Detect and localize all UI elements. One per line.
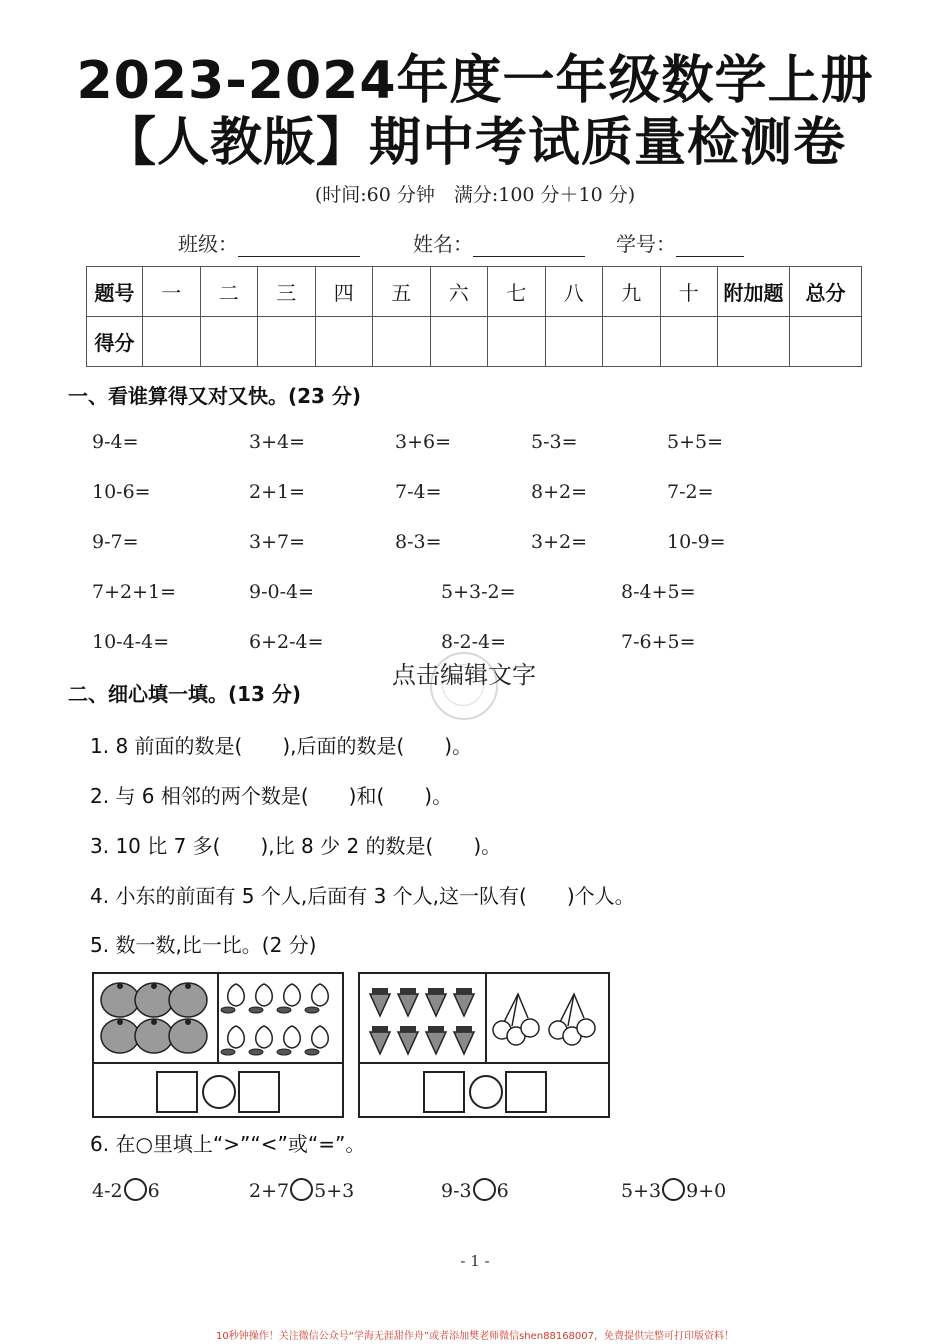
score-header-cell: 八 [545, 267, 603, 317]
compare-circle[interactable] [469, 1075, 503, 1109]
score-cell[interactable] [315, 317, 373, 367]
compare-left: 9-3 [441, 1180, 472, 1202]
answer-square-right[interactable] [238, 1071, 280, 1113]
strawberry-icon [454, 1032, 474, 1054]
peach-icon [284, 1026, 301, 1048]
compare-circle-blank[interactable] [473, 1178, 496, 1201]
cherries-picture [488, 976, 606, 1062]
arith-problem: 6+2-4= [249, 631, 324, 653]
arith-problem: 10-6= [92, 481, 151, 503]
compare-right: 9+0 [686, 1180, 727, 1202]
arith-problem: 10-4-4= [92, 631, 170, 653]
score-header-cell: 六 [430, 267, 488, 317]
peaches-picture [220, 976, 340, 1062]
strawberry-icon [370, 1032, 390, 1054]
compare-left: 5+3 [621, 1180, 662, 1202]
strawberry-icon [370, 994, 390, 1016]
compare-expression [621, 1178, 726, 1202]
score-table-header-row [87, 267, 862, 317]
score-header-cell: 二 [200, 267, 258, 317]
arith-problem: 8-3= [395, 531, 442, 553]
arith-problem: 9-0-4= [249, 581, 315, 603]
score-header-cell: 四 [315, 267, 373, 317]
id-label: 学号： [616, 232, 676, 256]
strawberry-icon [398, 994, 418, 1016]
compare-right: 6 [147, 1180, 160, 1202]
footer-promo-text: 10秒钟操作！关注微信公众号“学海无涯甜作舟”或者添加樊老师微信shen88168007，免费提供完整可打印版资料！ [215, 1331, 735, 1342]
id-field [616, 228, 744, 257]
compare-circle-blank[interactable] [124, 1178, 147, 1201]
name-field [413, 228, 585, 257]
score-cell[interactable] [258, 317, 316, 367]
peach-icon [256, 1026, 273, 1048]
name-label: 姓名： [413, 232, 473, 256]
question-3: 3. 10 比 7 多( ),比 8 少 2 的数是( )。 [90, 834, 502, 858]
score-cell[interactable] [545, 317, 603, 367]
score-header-cell: 七 [488, 267, 546, 317]
exam-time-info: (时间:60 分钟 满分:100 分＋10 分) [314, 184, 636, 206]
arith-problem: 7-2= [667, 481, 714, 503]
arith-problem: 7-4= [395, 481, 442, 503]
arith-problem: 5+3-2= [441, 581, 516, 603]
compare-right: 6 [496, 1180, 509, 1202]
strawberry-icon [398, 1032, 418, 1054]
arith-problem: 10-9= [667, 531, 726, 553]
score-cell[interactable] [373, 317, 431, 367]
compare-left: 4-2 [92, 1180, 123, 1202]
arith-problem: 7+2+1= [92, 581, 177, 603]
compare-right: 5+3 [314, 1180, 355, 1202]
strawberries-picture [362, 976, 484, 1062]
score-cell[interactable] [143, 317, 201, 367]
page-title-line2: 【人教版】期中考试质量检测卷 [103, 113, 846, 173]
section1-title: 一、看谁算得又对又快。(23 分) [68, 384, 362, 408]
page-number: - 1 - [460, 1252, 490, 1270]
arith-problem: 9-7= [92, 531, 139, 553]
peach-icon [284, 984, 301, 1006]
score-header-cell: 三 [258, 267, 316, 317]
cherry-icon [577, 1019, 595, 1037]
score-table [86, 266, 862, 367]
answer-square-right[interactable] [505, 1071, 547, 1113]
score-row-label: 得分 [87, 317, 143, 367]
score-cell[interactable] [488, 317, 546, 367]
oranges-picture [96, 976, 216, 1062]
arith-problem: 5-3= [531, 431, 578, 453]
strawberry-icon [426, 1032, 446, 1054]
score-header-cell: 九 [603, 267, 661, 317]
score-header-cell: 题号 [87, 267, 143, 317]
compare-box-strawberries-cherries [358, 972, 610, 1118]
class-blank[interactable] [238, 236, 360, 257]
compare-expression [441, 1178, 509, 1202]
score-cell[interactable] [200, 317, 258, 367]
score-table-score-row [87, 317, 862, 367]
score-header-cell: 十 [660, 267, 718, 317]
question-6: 6. 在○里填上“>”“<”或“=”。 [90, 1132, 366, 1156]
score-cell[interactable] [718, 317, 790, 367]
strawberry-icon [426, 994, 446, 1016]
section2-title: 二、细心填一填。(13 分) [68, 682, 302, 706]
peach-icon [228, 984, 245, 1006]
edit-text-watermark[interactable]: 点击编辑文字 [392, 661, 536, 689]
peach-icon [228, 1026, 245, 1048]
compare-box-oranges-peaches [92, 972, 344, 1118]
arith-problem: 3+7= [249, 531, 306, 553]
class-field [178, 228, 360, 257]
score-header-cell: 五 [373, 267, 431, 317]
arith-problem: 9-4= [92, 431, 139, 453]
arith-problem: 7-6+5= [621, 631, 696, 653]
strawberry-icon [454, 994, 474, 1016]
answer-square-left[interactable] [423, 1071, 465, 1113]
compare-circle-blank[interactable] [662, 1178, 685, 1201]
arith-problem: 2+1= [249, 481, 306, 503]
arith-problem: 8-4+5= [621, 581, 696, 603]
compare-circle-blank[interactable] [290, 1178, 313, 1201]
answer-square-left[interactable] [156, 1071, 198, 1113]
question-2: 2. 与 6 相邻的两个数是( )和( )。 [90, 784, 453, 808]
arith-problem: 3+2= [531, 531, 588, 553]
arith-problem: 3+4= [249, 431, 306, 453]
score-cell[interactable] [790, 317, 862, 367]
arith-problem: 3+6= [395, 431, 452, 453]
question-1: 1. 8 前面的数是( ),后面的数是( )。 [90, 734, 473, 758]
cherry-icon [521, 1019, 539, 1037]
peach-icon [312, 984, 329, 1006]
arith-problem: 8-2-4= [441, 631, 507, 653]
arith-problem: 8+2= [531, 481, 588, 503]
compare-expression [249, 1178, 354, 1202]
compare-left: 2+7 [249, 1180, 290, 1202]
score-header-cell: 总分 [790, 267, 862, 317]
arith-problem: 5+5= [667, 431, 724, 453]
class-label: 班级： [178, 232, 238, 256]
id-blank[interactable] [676, 236, 744, 257]
page-title-line1: 2023-2024年度一年级数学上册 [76, 51, 874, 111]
compare-expression [92, 1178, 160, 1202]
peach-icon [256, 984, 273, 1006]
peach-icon [312, 1026, 329, 1048]
score-cell[interactable] [603, 317, 661, 367]
score-cell[interactable] [660, 317, 718, 367]
question-5: 5. 数一数,比一比。(2 分) [90, 933, 317, 957]
score-header-cell: 一 [143, 267, 201, 317]
score-header-cell: 附加题 [718, 267, 790, 317]
compare-circle[interactable] [202, 1075, 236, 1109]
score-cell[interactable] [430, 317, 488, 367]
question-4: 4. 小东的前面有 5 个人,后面有 3 个人,这一队有( )个人。 [90, 884, 635, 908]
name-blank[interactable] [473, 236, 585, 257]
